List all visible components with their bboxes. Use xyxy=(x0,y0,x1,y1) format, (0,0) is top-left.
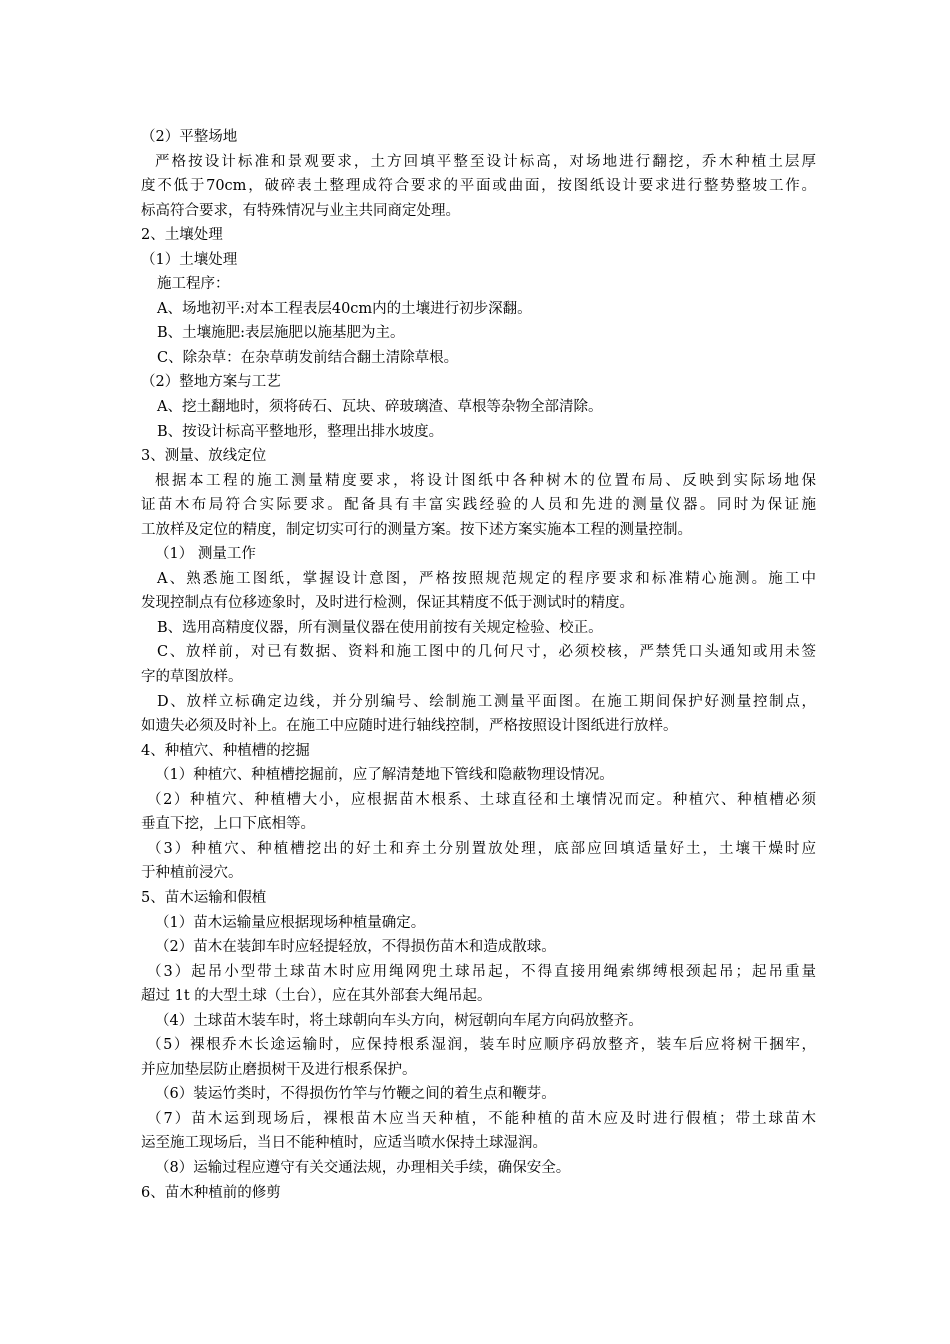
text-line: （4）土球苗木装车时，将土球朝向车头方向，树冠朝向车尾方向码放整齐。 xyxy=(155,1012,643,1029)
text-line: （7）苗木运到现场后，裸根苗木应当天种植，不能种植的苗木应及时进行假植；带土球苗木 xyxy=(147,1110,816,1127)
text-line: （2）苗木在装卸车时应轻提轻放，不得损伤苗木和造成散球。 xyxy=(155,939,556,956)
text-line: 度不低于70cm，破碎表土整理成符合要求的平面或曲面，按图纸设计要求进行整势整坡工作。 xyxy=(141,178,816,195)
text-line: （1）苗木运输量应根据现场种植量确定。 xyxy=(155,914,426,931)
text-line: （6）装运竹类时，不得损伤竹竿与竹鞭之间的着生点和鞭芽。 xyxy=(155,1086,556,1103)
text-line: （3）种植穴、种植槽挖出的好土和弃土分别置放处理，底部应回填适量好土，土壤干燥时应 xyxy=(147,840,816,857)
text-line: 证苗木布局符合实际要求。配备具有丰富实践经验的人员和先进的测量仪器。同时为保证施 xyxy=(141,497,816,514)
text-line: （1） 测量工作 xyxy=(155,546,256,563)
text-line: （3）起吊小型带土球苗木时应用绳网兜土球吊起，不得直接用绳索绑缚根颈起吊；起吊重量 xyxy=(147,963,816,980)
text-line: 垂直下挖，上口下底相等。 xyxy=(141,816,315,833)
text-line: 5、苗木运输和假植 xyxy=(141,889,267,906)
text-line: 于种植前浸穴。 xyxy=(141,865,243,882)
text-line: 如遗失必须及时补上。在施工中应随时进行轴线控制，严格按照设计图纸进行放样。 xyxy=(141,718,678,735)
document-body xyxy=(141,125,816,1205)
text-line: 4、种植穴、种植槽的挖掘 xyxy=(141,742,310,759)
text-line: （5）裸根乔木长途运输时，应保持根系湿润，装车时应顺序码放整齐，装车后应将树干捆牢， xyxy=(147,1037,816,1054)
text-line: B、选用高精度仪器，所有测量仪器在使用前按有关规定检验、校正。 xyxy=(157,619,603,636)
text-line: （2）平整场地 xyxy=(141,129,238,145)
text-line: （1）种植穴、种植槽挖掘前，应了解清楚地下管线和隐蔽物理设情况。 xyxy=(155,767,614,784)
text-line: B、土壤施肥:表层施肥以施基肥为主。 xyxy=(157,325,405,342)
text-line: B、按设计标高平整地形，整理出排水坡度。 xyxy=(157,423,444,440)
text-line: A、场地初平:对本工程表层40cm内的土壤进行初步深翻。 xyxy=(157,300,532,317)
text-line: 根据本工程的施工测量精度要求，将设计图纸中各种树木的位置布局、反映到实际场地保 xyxy=(155,472,816,489)
text-line: 发现控制点有位移迹象时，及时进行检测，保证其精度不低于测试时的精度。 xyxy=(141,595,634,612)
text-line: 运至施工现场后，当日不能种植时，应适当喷水保持土球湿润。 xyxy=(141,1135,547,1152)
text-line: 字的草图放样。 xyxy=(141,669,243,686)
text-line: （2）种植穴、种植槽大小，应根据苗木根系、土球直径和土壤情况而定。种植穴、种植槽必须 xyxy=(147,791,816,808)
text-line: 超过 1t 的大型土球（土台），应在其外部套大绳吊起。 xyxy=(141,988,492,1005)
text-line: 3、测量、放线定位 xyxy=(141,448,267,465)
text-line: 6、苗木种植前的修剪 xyxy=(141,1184,281,1201)
text-line: （2）整地方案与工艺 xyxy=(141,374,281,391)
text-line: （1）土壤处理 xyxy=(141,251,238,268)
text-line: A、挖土翻地时，须将砖石、瓦块、碎玻璃渣、草根等杂物全部清除。 xyxy=(157,399,603,416)
text-line: D、放样立标确定边线，并分别编号、绘制施工测量平面图。在施工期间保护好测量控制点， xyxy=(157,693,816,710)
text-line: 严格按设计标准和景观要求，土方回填平整至设计标高，对场地进行翻挖，乔木种植土层厚 xyxy=(155,153,816,170)
text-line: 并应加垫层防止磨损树干及进行根系保护。 xyxy=(141,1061,417,1078)
text-line: 工放样及定位的精度，制定切实可行的测量方案。按下述方案实施本工程的测量控制。 xyxy=(141,521,692,538)
text-line: （8）运输过程应遵守有关交通法规，办理相关手续，确保安全。 xyxy=(155,1159,571,1176)
text-line: 2、土壤处理 xyxy=(141,227,223,244)
text-line: C、除杂草：在杂草萌发前结合翻土清除草根。 xyxy=(157,349,459,366)
text-line: A、熟悉施工图纸，掌握设计意图，严格按照规范规定的程序要求和标准精心施测。施工中 xyxy=(157,570,816,587)
text-line: 标高符合要求，有特殊情况与业主共同商定处理。 xyxy=(141,202,460,219)
text-line: 施工程序： xyxy=(157,276,230,293)
text-line: C、放样前，对已有数据、资料和施工图中的几何尺寸，必须校核，严禁凭口头通知或用未签 xyxy=(157,644,816,661)
